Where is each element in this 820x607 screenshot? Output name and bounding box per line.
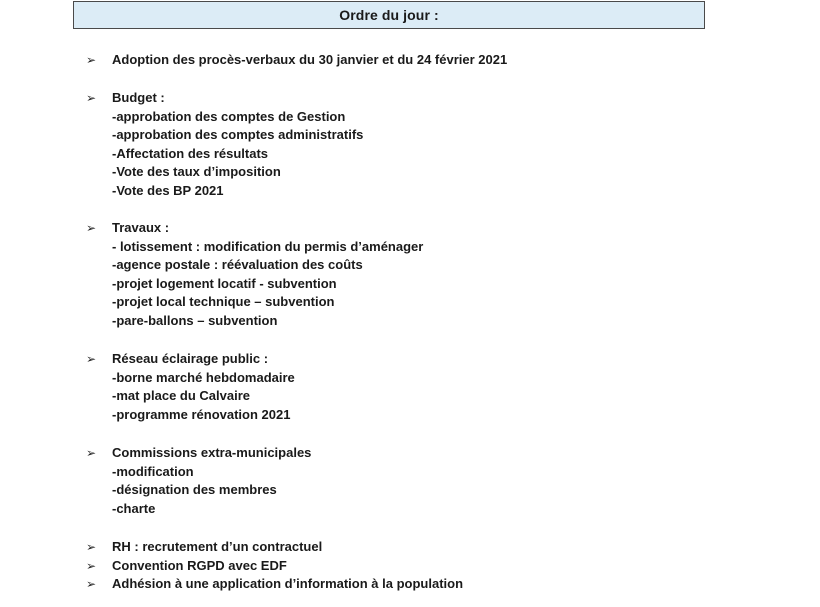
agenda-subitem: -Affectation des résultats bbox=[112, 145, 269, 161]
agenda-subitem: -borne marché hebdomadaire bbox=[112, 369, 295, 385]
agenda-item-application bbox=[86, 575, 786, 594]
agenda-item-label: Adhésion à une application d’information à la population bbox=[112, 576, 464, 592]
agenda-subitem: -pare-ballons – subvention bbox=[112, 312, 278, 328]
agenda-item-label: Réseau éclairage public : bbox=[112, 351, 269, 366]
agenda-subitem: -approbation des comptes de Gestion bbox=[112, 108, 346, 124]
page-title: Ordre du jour : bbox=[339, 7, 439, 23]
agenda-subitem: -modification bbox=[112, 463, 194, 479]
agenda-item-label: RH : recrutement d’un contractuel bbox=[112, 539, 323, 554]
agenda-item-commissions bbox=[86, 444, 786, 518]
agenda-item-label: Commissions extra-municipales bbox=[112, 445, 312, 460]
arrowhead-bullet-icon: ➢ bbox=[86, 558, 97, 573]
agenda-item-rh bbox=[86, 538, 786, 557]
agenda-subitem: -approbation des comptes administratifs bbox=[112, 127, 364, 143]
agenda-item-adoption bbox=[86, 51, 786, 70]
agenda-subitem: -mat place du Calvaire bbox=[112, 388, 250, 404]
agenda-item-rgpd bbox=[86, 557, 786, 576]
arrowhead-bullet-icon: ➢ bbox=[86, 53, 97, 67]
agenda-subitem: -projet logement locatif - subvention bbox=[112, 275, 337, 291]
arrowhead-bullet-icon: ➢ bbox=[86, 221, 97, 235]
arrowhead-bullet-icon: ➢ bbox=[86, 446, 97, 460]
agenda-subitem: -projet local technique – subvention bbox=[112, 294, 335, 310]
arrowhead-bullet-icon: ➢ bbox=[86, 352, 97, 366]
agenda-item-label: Budget : bbox=[112, 90, 165, 105]
agenda-subitem: -programme rénovation 2021 bbox=[112, 406, 291, 422]
agenda-subitem: -agence postale : réévaluation des coûts bbox=[112, 257, 363, 273]
arrowhead-bullet-icon: ➢ bbox=[86, 577, 97, 592]
agenda-item-label: Convention RGPD avec EDF bbox=[112, 557, 287, 573]
agenda-item-budget bbox=[86, 89, 786, 201]
agenda-subitem: - lotissement : modification du permis d’aménager bbox=[112, 238, 424, 254]
agenda-subitem: -Vote des taux d’imposition bbox=[112, 164, 281, 180]
agenda-item-label: Adoption des procès-verbaux du 30 janvier et du 24 février 2021 bbox=[112, 52, 508, 67]
agenda-item-label: Travaux : bbox=[112, 220, 170, 235]
arrowhead-bullet-icon: ➢ bbox=[86, 540, 97, 554]
agenda-title-box bbox=[73, 1, 705, 29]
agenda-item-eclairage bbox=[86, 350, 786, 424]
arrowhead-bullet-icon: ➢ bbox=[86, 91, 97, 105]
agenda-subitem: -charte bbox=[112, 500, 156, 516]
agenda-subitem: -Vote des BP 2021 bbox=[112, 182, 224, 198]
agenda-subitem: -désignation des membres bbox=[112, 482, 277, 498]
agenda-item-travaux bbox=[86, 219, 786, 331]
